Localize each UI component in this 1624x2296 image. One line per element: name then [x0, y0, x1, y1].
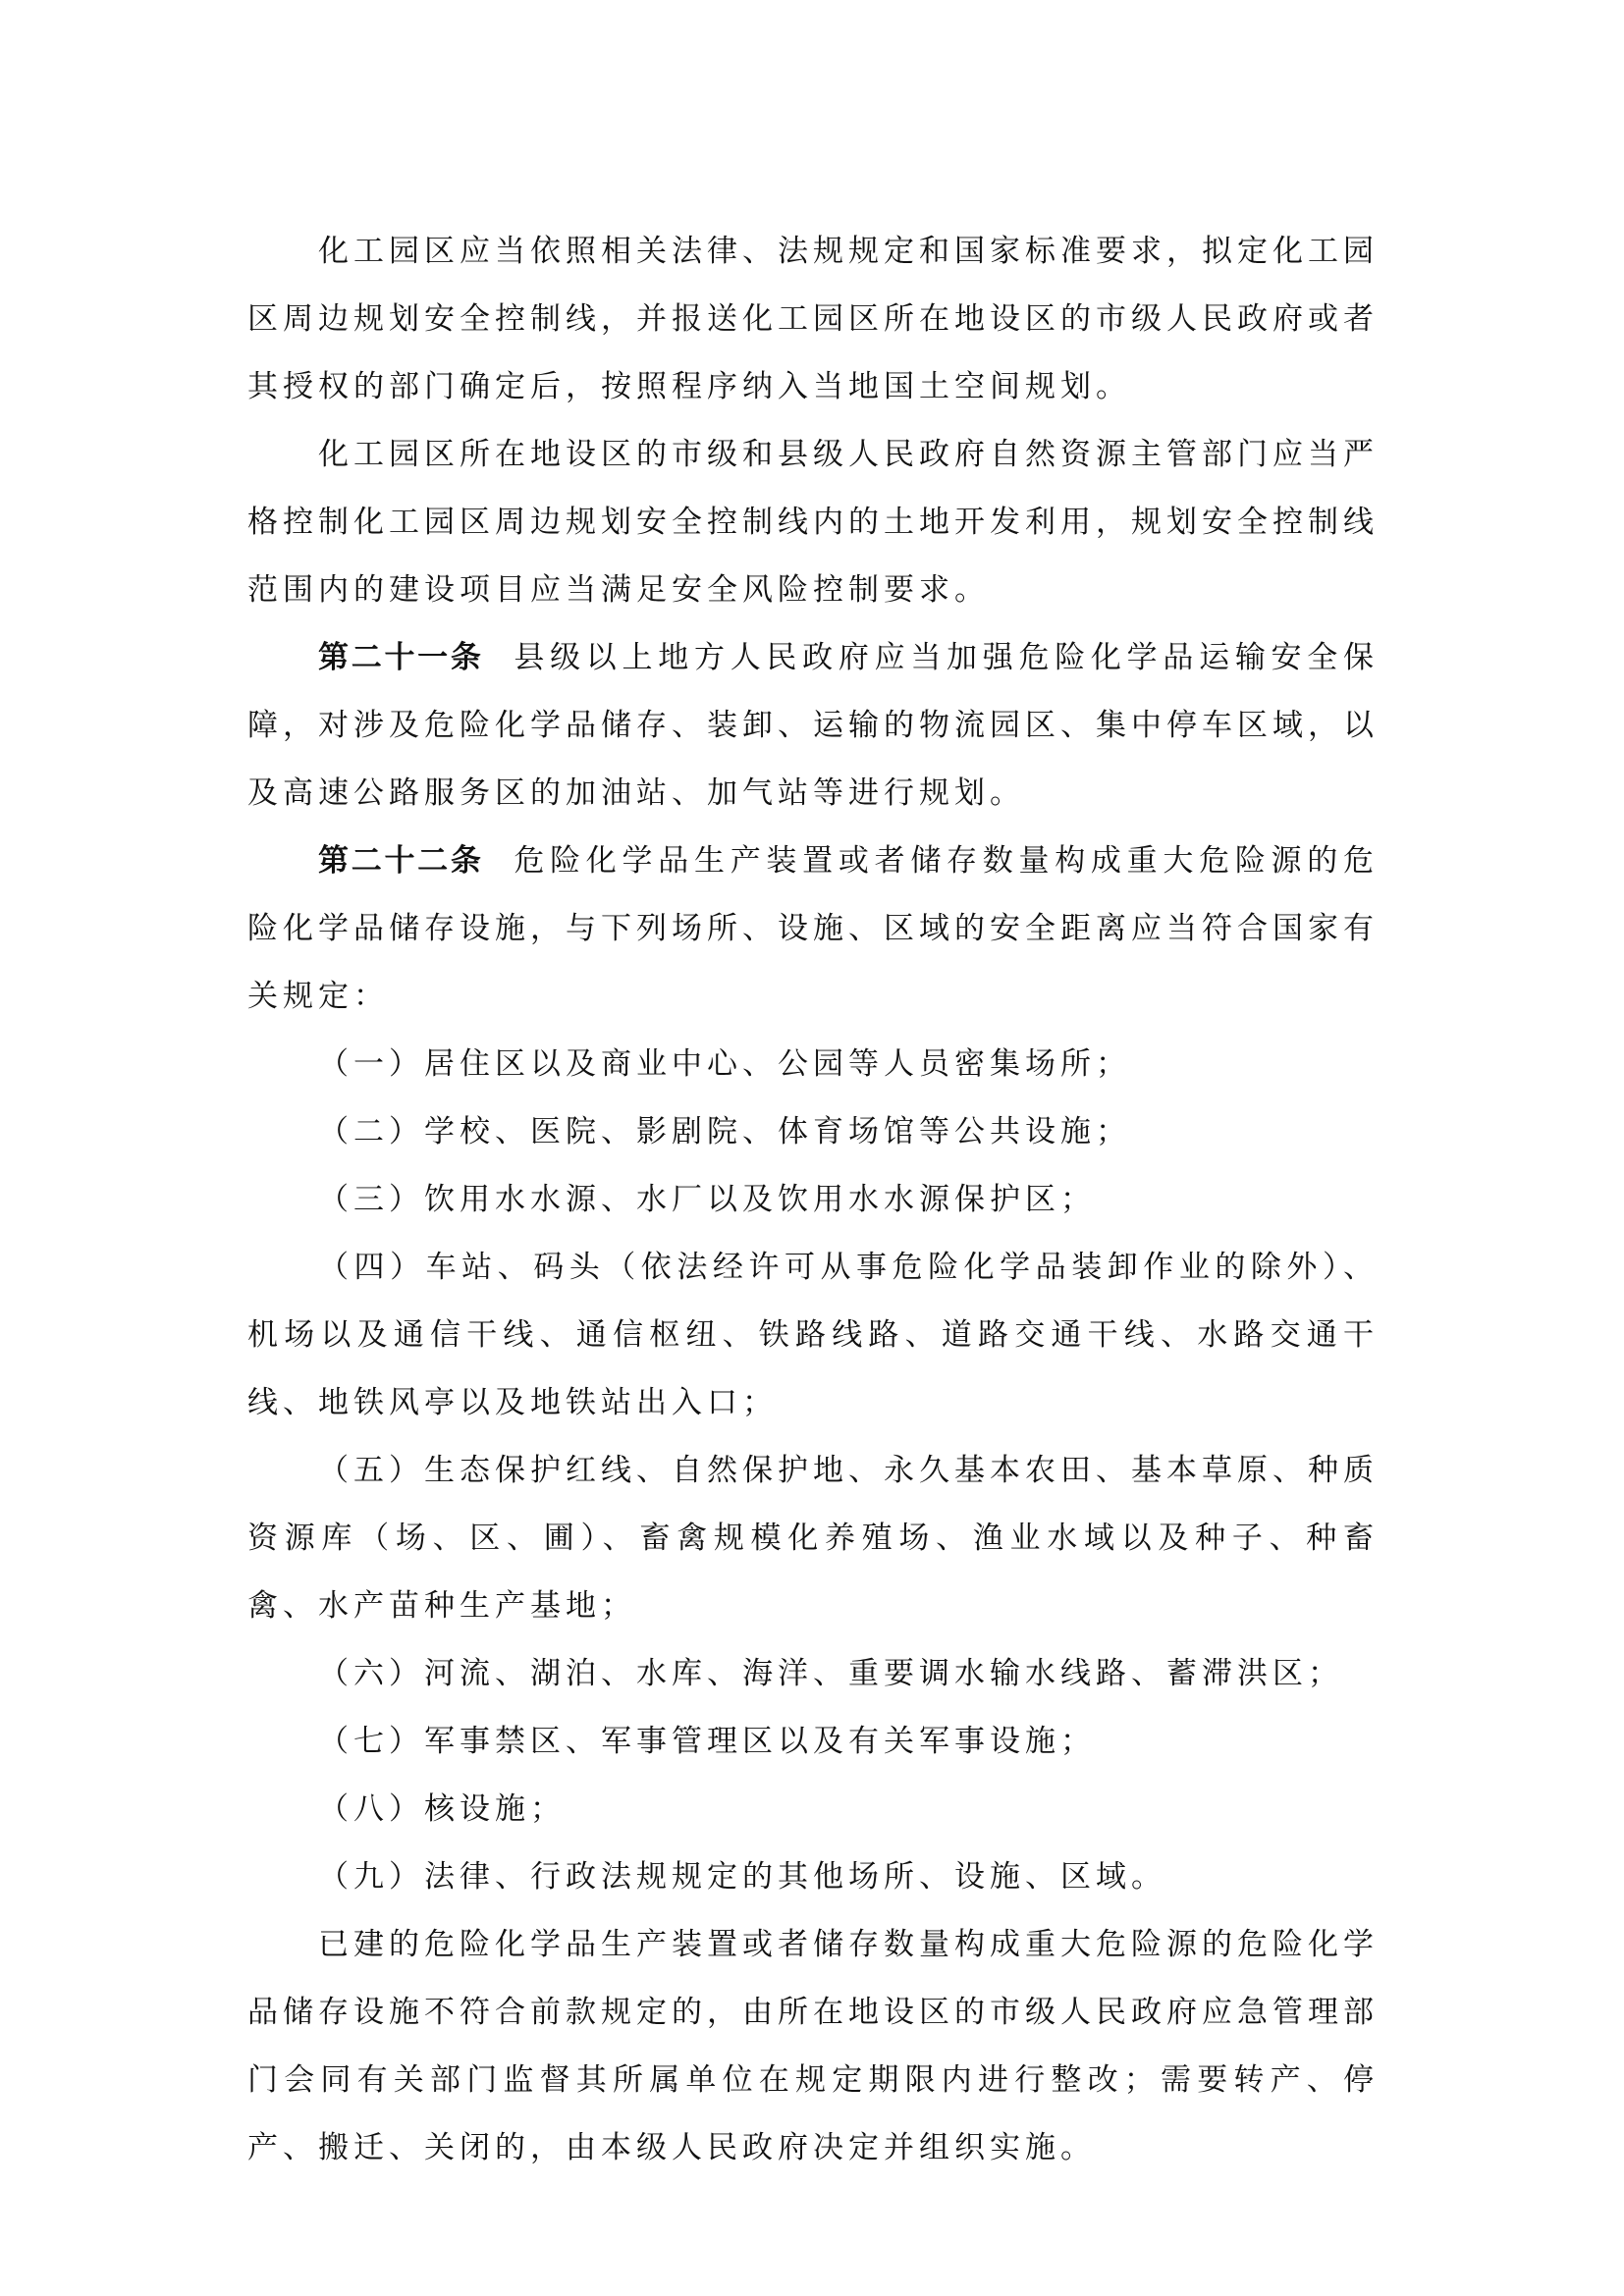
article-body: 危险化学品生产装置或者储存数量构成重大危险源的危险化学品储存设施，与下列场所、设施、区域的安全距离应当符合国家有关规定： — [247, 843, 1380, 1014]
list-item: （七）军事禁区、军事管理区以及有关军事设施； — [318, 1724, 1096, 1759]
paragraph-land-use-control: 化工园区所在地设区的市级和县级人民政府自然资源主管部门应当严格控制化工园区周边规划安全控制线内的土地开发利用，规划安全控制线范围内的建设项目应当满足安全风险控制要求。 — [247, 437, 1379, 608]
article-22 — [247, 828, 1379, 1031]
article-body: 县级以上地方人民政府应当加强危险化学品运输安全保障，对涉及危险化学品储存、装卸、运输的物流园区、集中停车区域，以及高速公路服务区的加油站、加气站等进行规划。 — [247, 640, 1380, 811]
list-item: （五）生态保护红线、自然保护地、永久基本农田、基本草原、种质资源库（场、区、圃）、畜禽规模化养殖场、渔业水域以及种子、种畜禽、水产苗种生产基地； — [247, 1453, 1379, 1624]
paragraph-closing: 已建的危险化学品生产装置或者储存数量构成重大危险源的危险化学品储存设施不符合前款规定的，由所在地设区的市级人民政府应急管理部门会同有关部门监督其所属单位在规定期限内进行整改；需要转产、停产、搬迁、关闭的，由本级人民政府决定并组织实施。 — [247, 1927, 1379, 2165]
list-item: （四）车站、码头（依法经许可从事危险化学品装卸作业的除外）、机场以及通信干线、通信枢纽、铁路线路、道路交通干线、水路交通干线、地铁风亭以及地铁站出入口； — [247, 1250, 1379, 1420]
list-item: （一）居住区以及商业中心、公园等人员密集场所； — [318, 1046, 1131, 1082]
article-number: 第二十二条 — [318, 843, 484, 879]
list-item: （三）饮用水水源、水厂以及饮用水水源保护区； — [318, 1182, 1096, 1217]
list-item: （九）法律、行政法规规定的其他场所、设施、区域。 — [318, 1859, 1166, 1895]
article-21 — [247, 624, 1379, 828]
paragraph-park-control-line: 化工园区应当依照相关法律、法规规定和国家标准要求，拟定化工园区周边规划安全控制线，并报送化工园区所在地设区的市级人民政府或者其授权的部门确定后，按照程序纳入当地国土空间规划。 — [247, 234, 1379, 404]
document-page — [247, 218, 1379, 2182]
list-item: （六）河流、湖泊、水库、海洋、重要调水输水线路、蓄滞洪区； — [318, 1656, 1343, 1691]
list-item: （八）核设施； — [318, 1791, 566, 1827]
list-item: （二）学校、医院、影剧院、体育场馆等公共设施； — [318, 1114, 1131, 1149]
article-number: 第二十一条 — [318, 640, 484, 675]
